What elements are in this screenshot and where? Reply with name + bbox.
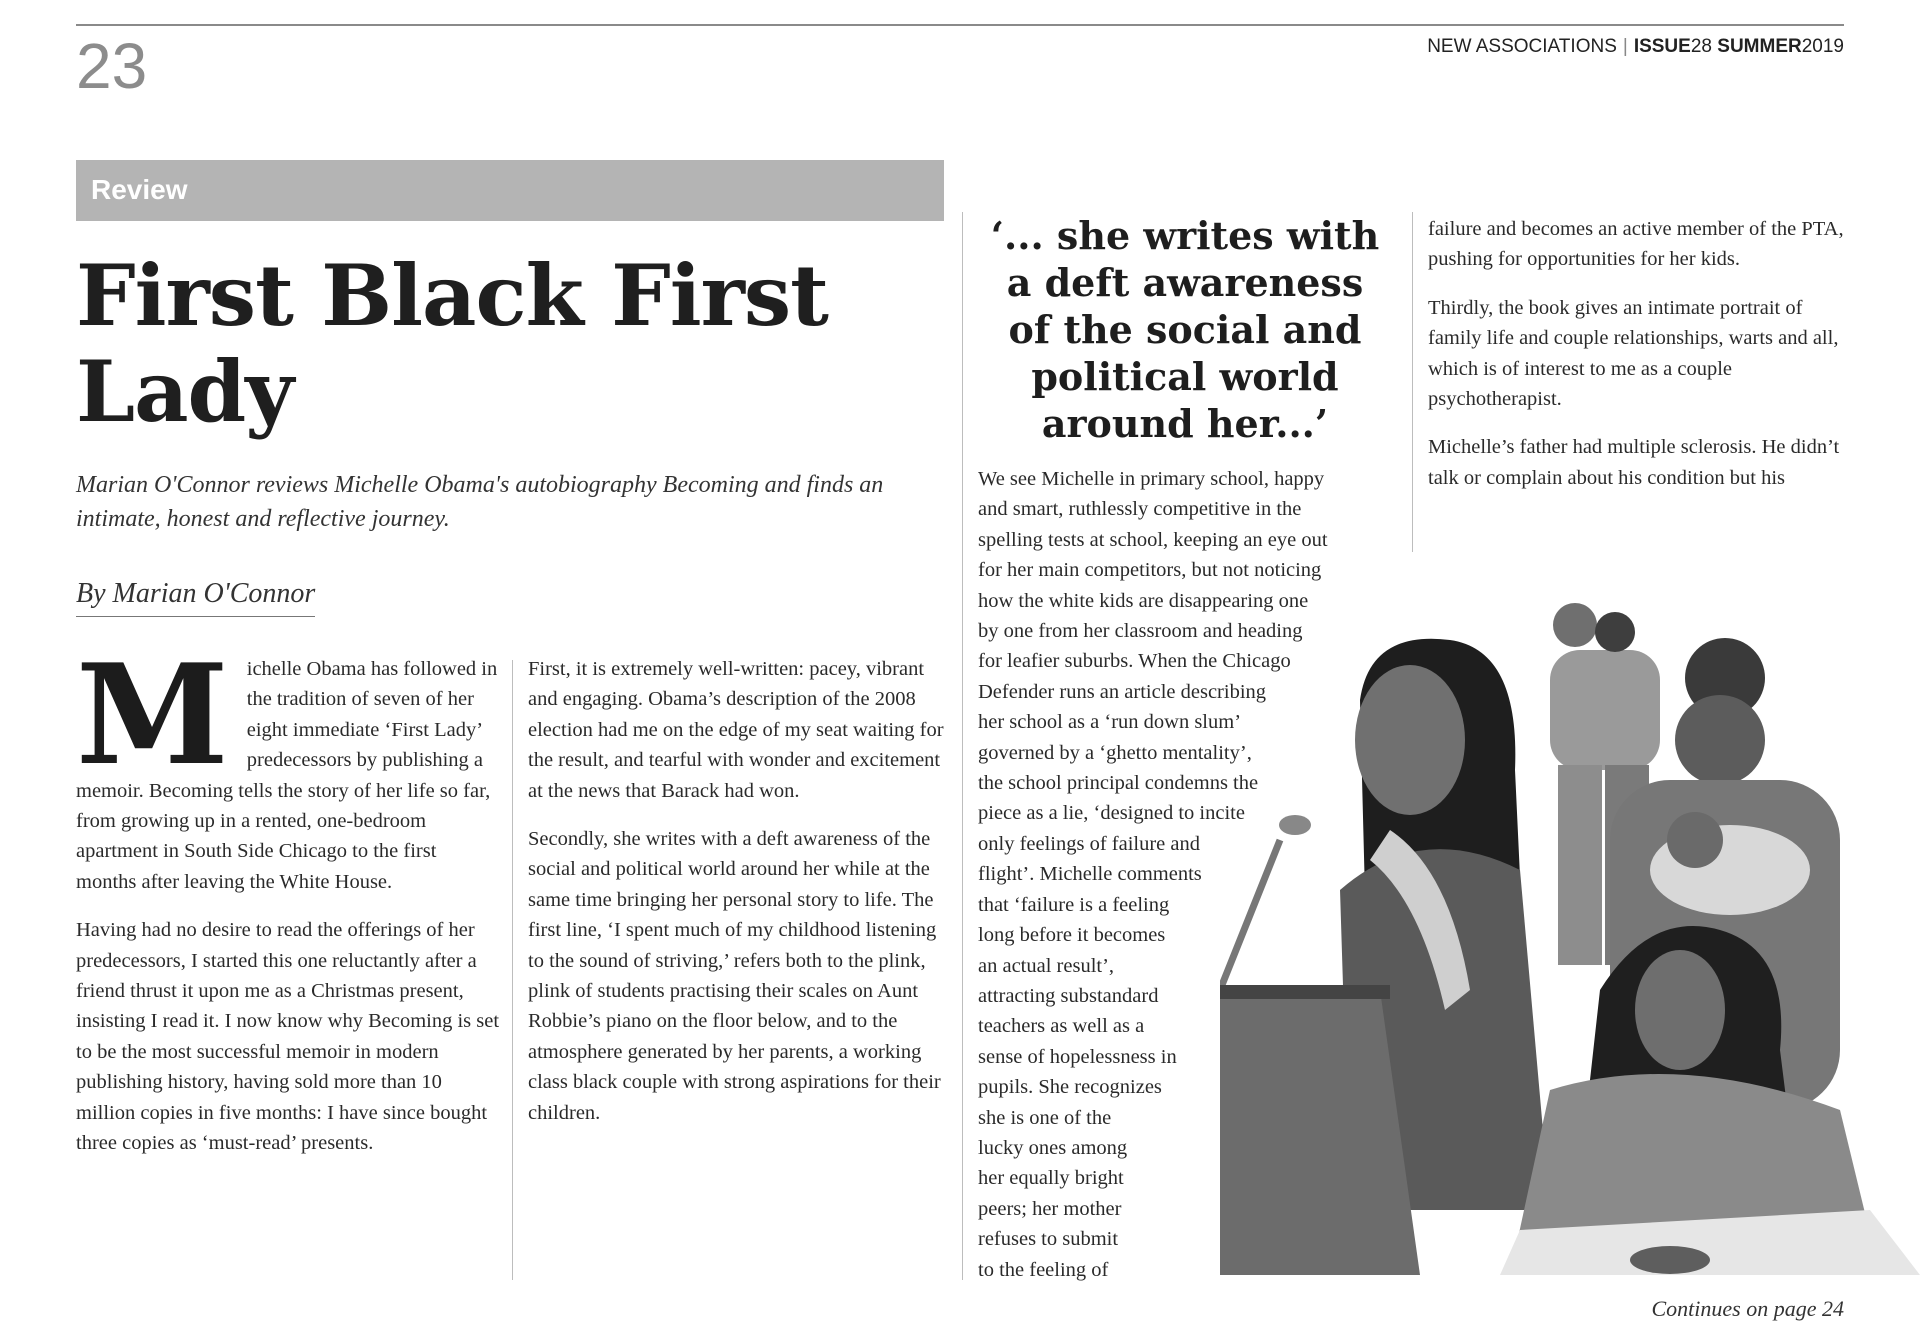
paragraph: Michelle’s father had multiple sclerosis. He didn’t talk or complain about his condition but his (1428, 436, 1840, 489)
text-line: attracting substandard (978, 984, 1159, 1007)
issue-word: ISSUE (1633, 36, 1691, 57)
text-line: for her main competitors, but not noticing (978, 559, 1322, 582)
issue-number: 28 (1690, 36, 1712, 57)
text-line: for leafier suburbs. When the Chicago (978, 650, 1291, 673)
paragraph: First, it is extremely well-written: pacey, vibrant and engaging. Obama’s description of the 2008 election had me on the edge of my seat waiting for the result, and tearful with wonder and excitement at the news that Barack had won. (528, 658, 944, 802)
top-rule (76, 24, 1844, 26)
text-line: lucky ones among (978, 1136, 1128, 1159)
column-divider (1412, 212, 1413, 552)
text-line: the school principal condemns the (978, 772, 1259, 795)
paragraph: Secondly, she writes with a deft awareness of the social and political world around her while at the same time bringing her personal story to life. The first line, ‘I spent much of my childhood listening to the sound of striving,’ refers both to the plink, plink of students practising their scales on Aunt Robbie’s piano on the floor below, and to the atmosphere generated by her parents, a working class black couple with strong aspirations for their children. (528, 828, 941, 1124)
text-line: We see Michelle in primary school, happy (978, 468, 1325, 490)
column-1 (76, 633, 500, 1177)
page-number: 23 (76, 30, 148, 102)
year: 2019 (1801, 36, 1844, 57)
masthead-separator: | (1622, 36, 1628, 57)
text-line: her equally bright (978, 1167, 1124, 1190)
column-divider (962, 212, 963, 1280)
byline: By Marian O'Connor (76, 578, 315, 617)
continues-note: Continues on page 24 (1651, 1296, 1844, 1321)
text-line: refuses to submit (978, 1228, 1119, 1251)
woman-at-podium-figure (1220, 639, 1550, 1275)
column-2 (528, 654, 948, 1146)
publication-name: NEW ASSOCIATIONS (1427, 36, 1617, 57)
section-bar (76, 160, 944, 221)
section-label: Review (91, 174, 188, 205)
paragraph-text: ichelle Obama has followed in the tradition of seven of her eight immediate ‘First Lady’ predecessors by publishing a memoir. Becoming tells the story of her life so far, from growing up in a rented, one-bedroom apartment in South Side Chicago to the first months after leaving the White House. (76, 658, 498, 893)
text-line: by one from her classroom and heading (978, 620, 1303, 643)
standfirst: Marian O'Connor reviews Michelle Obama's autobiography Becoming and finds an intimate, honest and reflective journey. (76, 472, 884, 532)
text-line: flight’. Michelle comments (978, 863, 1202, 886)
paragraph (76, 633, 500, 897)
text-line: her school as a ‘run down slum’ (978, 711, 1242, 734)
illustration (1220, 570, 1920, 1275)
paragraph: Having had no desire to read the offerings of her predecessors, I started this one reluctantly after a friend thrust it upon me as a Christmas present, insisting I read it. I now know why Becoming is set to be the most successful memoir in modern publishing history, having sold more than 10 million copies in five months: I have since bought three copies as ‘must-read’ presents. (76, 919, 500, 1155)
text-line: sense of hopelessness in (978, 1045, 1177, 1068)
text-line: that ‘failure is a feeling (978, 893, 1170, 916)
masthead (1427, 36, 1844, 58)
article-title: First Black First Lady (76, 246, 828, 441)
paragraph: failure and becomes an active member of the PTA, pushing for opportunities for her kids. (1428, 218, 1844, 271)
text-line: only feelings of failure and (978, 832, 1201, 855)
paragraph: Thirdly, the book gives an intimate portrait of family life and couple relationships, warts and all, which is of interest to me as a couple psychotherapist. (1428, 296, 1839, 411)
woman-writing-figure (1500, 926, 1920, 1275)
text-line: she is one of the (978, 1106, 1112, 1129)
text-line: spelling tests at school, keeping an eye out (978, 528, 1328, 551)
text-line: teachers as well as a (978, 1015, 1145, 1038)
column-4 (1428, 214, 1848, 511)
text-line: governed by a ‘ghetto mentality’, (978, 741, 1252, 764)
pull-quote: ‘... she writes with a deft awareness of the social and political world around her...’ (990, 213, 1380, 446)
text-line: to the feeling of (978, 1258, 1109, 1281)
drop-cap: M (76, 633, 229, 796)
text-line: pupils. She recognizes (978, 1076, 1162, 1099)
text-line: piece as a lie, ‘designed to incite (978, 802, 1245, 825)
season: SUMMER (1717, 36, 1802, 57)
text-line: an actual result’, (978, 954, 1115, 977)
text-line: Defender runs an article describing (978, 680, 1267, 703)
column-divider (512, 660, 513, 1280)
text-line: how the white kids are disappearing one (978, 589, 1309, 612)
text-line: peers; her mother (978, 1197, 1122, 1220)
text-line: long before it becomes (978, 924, 1166, 947)
text-line: and smart, ruthlessly competitive in the (978, 498, 1302, 521)
